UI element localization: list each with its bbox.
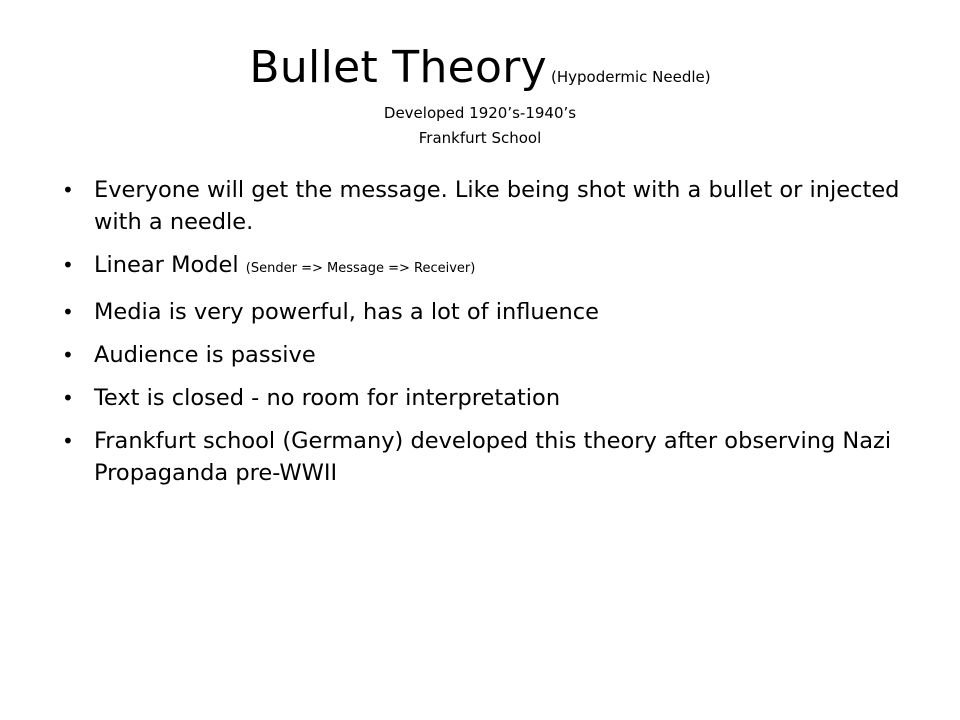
bullet-icon: • — [62, 429, 74, 453]
bullet-item — [62, 425, 922, 489]
title-school: Frankfurt School — [418, 129, 542, 147]
title-line — [60, 38, 900, 107]
title-parenthetical: (Hypodermic Needle) — [551, 68, 711, 86]
bullet-item — [62, 339, 922, 371]
bullet-icon: • — [62, 300, 74, 324]
bullet-text: Linear Model — [94, 252, 246, 278]
bullet-icon: • — [62, 253, 74, 277]
bullet-icon: • — [62, 386, 74, 410]
bullet-text: Audience is passive — [94, 342, 316, 368]
bullet-item — [62, 249, 922, 285]
title-developed: Developed 1920’s-1940’s — [383, 104, 577, 122]
bullet-icon: • — [62, 343, 74, 367]
bullet-list — [62, 174, 922, 500]
slide-title — [60, 38, 900, 151]
bullet-text: Everyone will get the message. Like being shot with a bullet or injected with a needle. — [94, 177, 900, 235]
bullet-icon: • — [62, 178, 74, 202]
title-main: Bullet Theory — [249, 42, 547, 93]
bullet-text: Text is closed - no room for interpretation — [94, 385, 561, 411]
bullet-small-text: (Sender => Message => Receiver) — [245, 261, 476, 276]
bullet-item — [62, 174, 922, 238]
bullet-text: Media is very powerful, has a lot of influence — [94, 299, 599, 325]
bullet-item — [62, 382, 922, 414]
bullet-text: Frankfurt school (Germany) developed this theory after observing Nazi Propaganda pre-WWII — [94, 428, 892, 486]
bullet-item — [62, 296, 922, 328]
